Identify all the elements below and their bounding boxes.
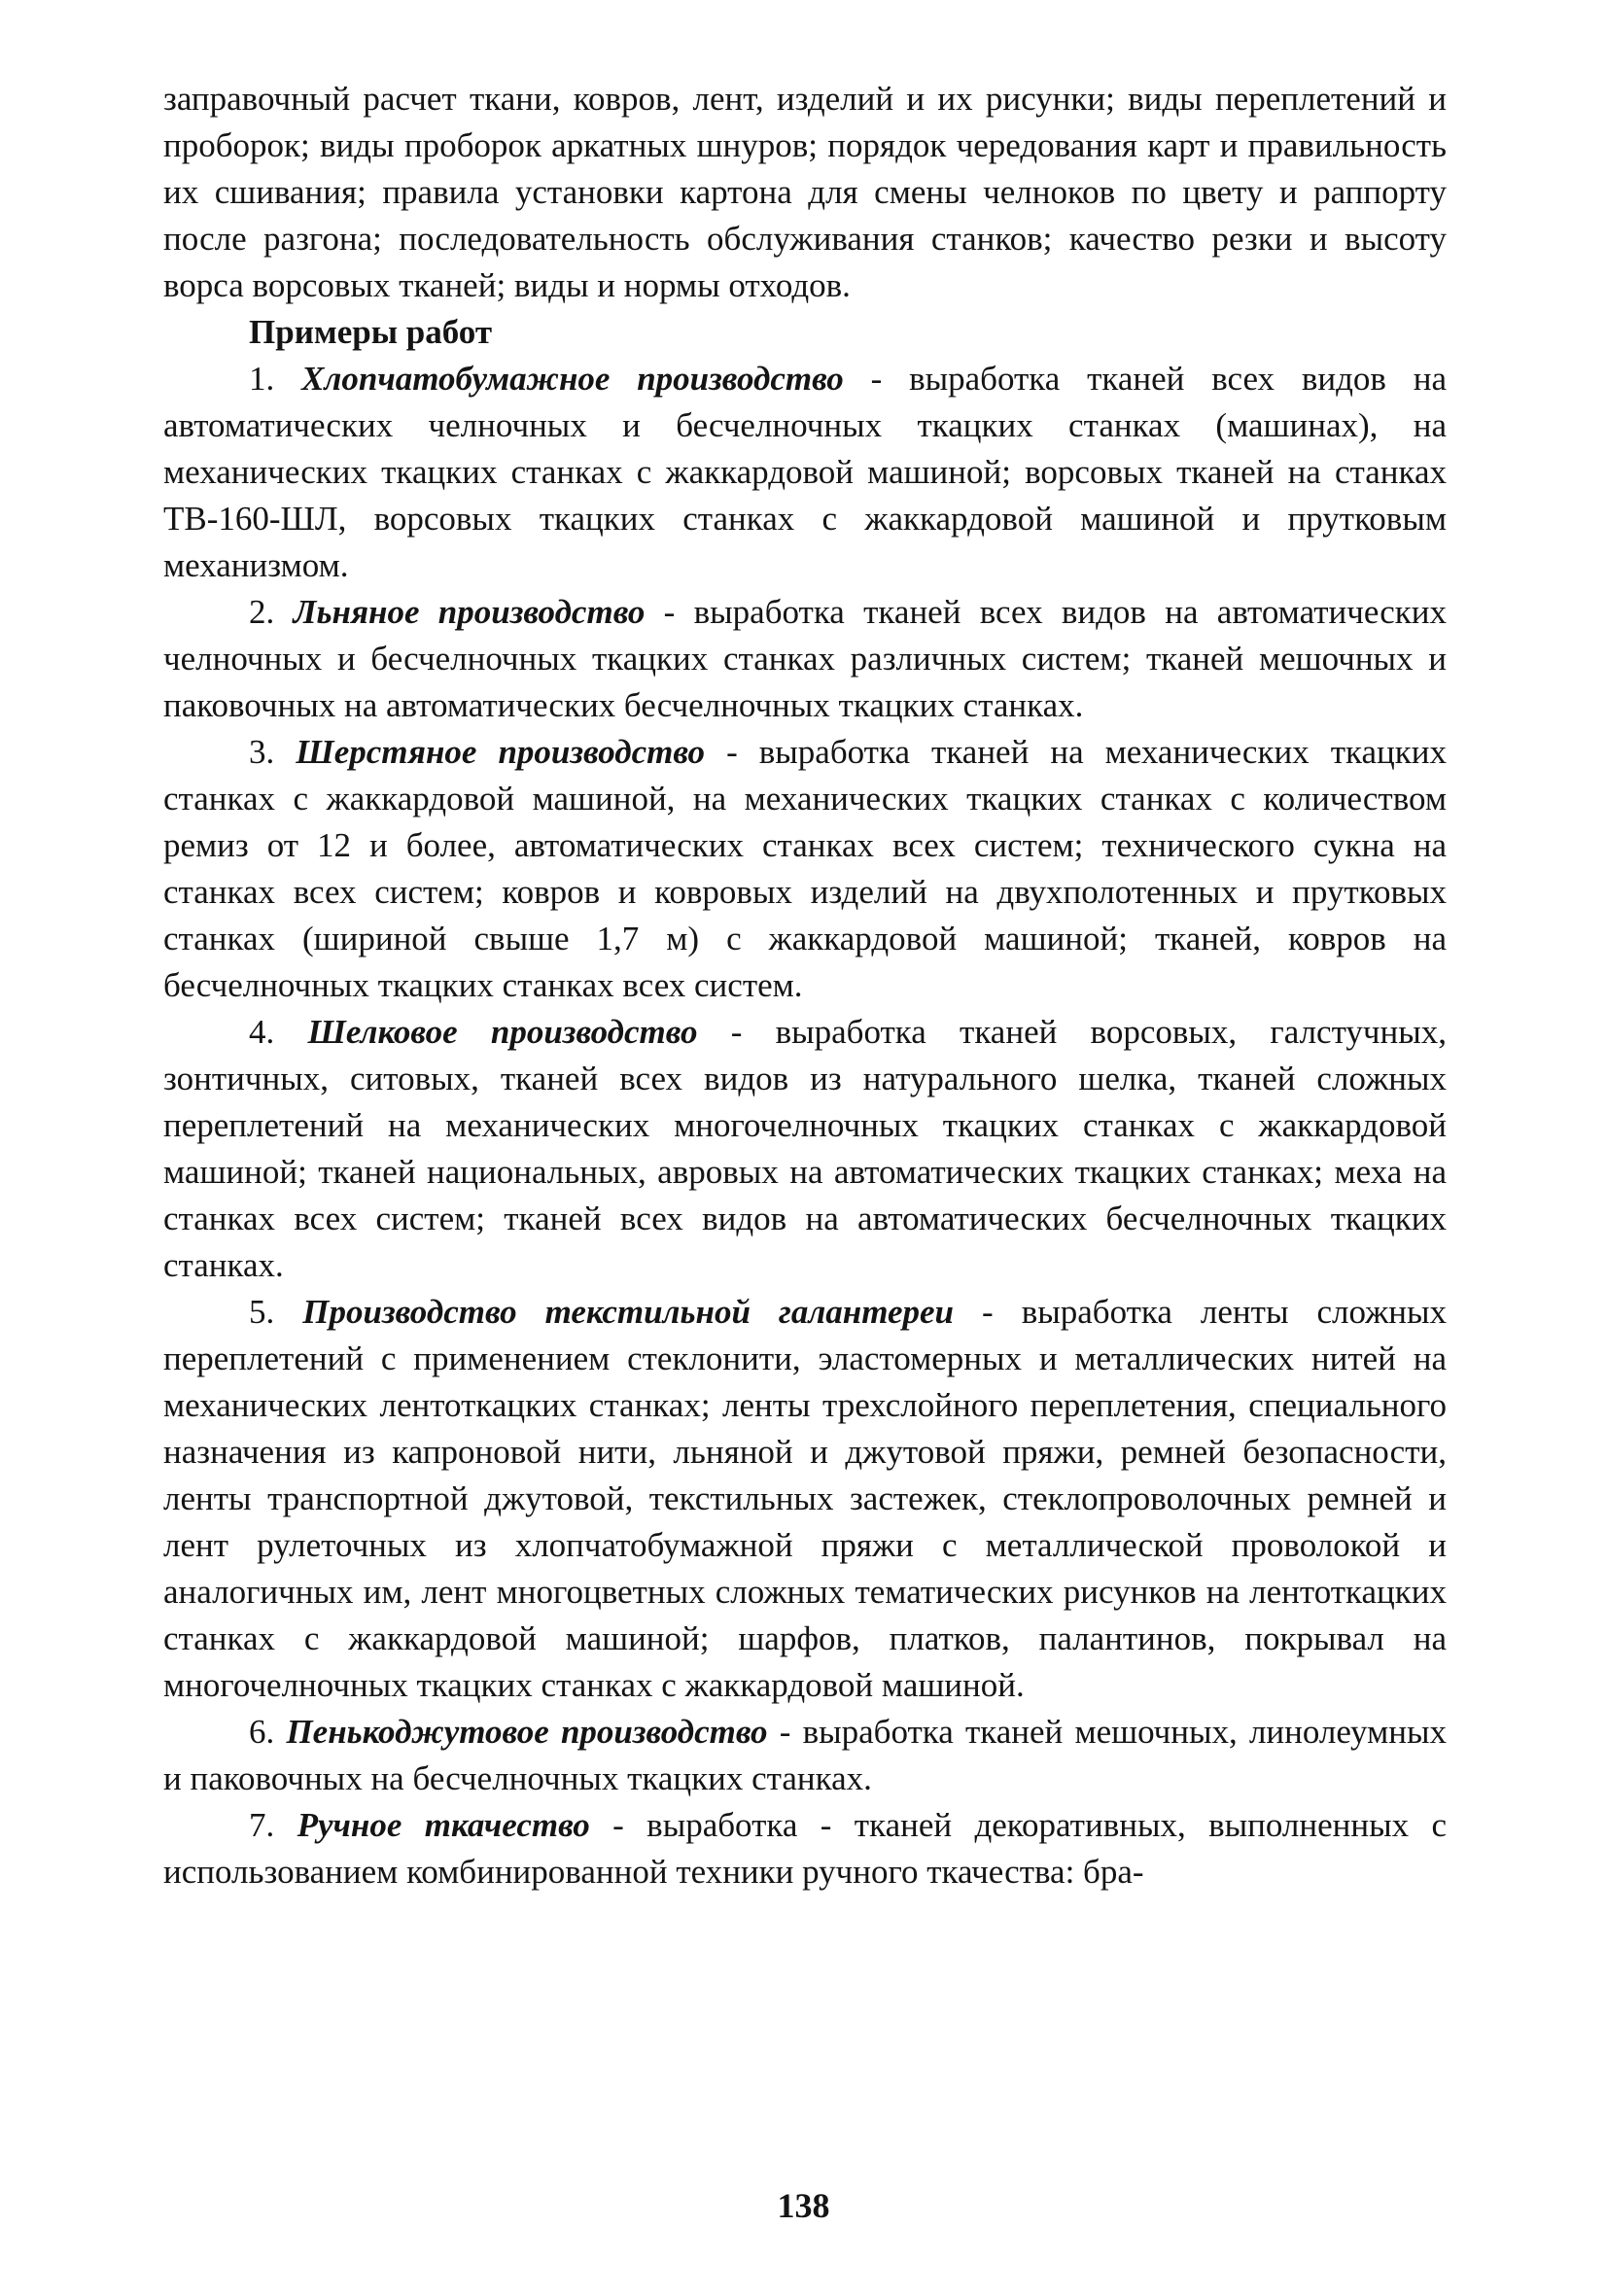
item-title: Пенькоджутовое производство <box>286 1713 768 1751</box>
work-item <box>163 1709 1447 1802</box>
item-title: Шелковое производство <box>307 1013 698 1051</box>
item-title: Льняное производство <box>293 593 646 631</box>
work-item <box>163 1289 1447 1709</box>
item-number: 7. <box>249 1806 275 1844</box>
item-number: 4. <box>249 1013 275 1051</box>
item-text: - выработка ленты сложных переплетений с применением стеклонити, эластомерных и металлических нитей на механических лентоткацких станках; ленты трехслойного переплетения, специального назначения из капроновой нити, льняной и джутовой пряжи, ремней безопасности, ленты транспортной джутовой, текстильных застежек, стеклопроволочных ремней и лент рулеточных из хлопчатобумажной пряжи с металлической проволокой и аналогичных им, лент многоцветных сложных тематических рисунков на лентоткацких станках с жаккардовой машиной; шарфов, платков, палантинов, покрывал на многочелночных ткацких станках с жаккардовой машиной. <box>163 1293 1448 1704</box>
item-text: - выработка - тканей декоративных, выполненных с использованием комбинированной техники ручного ткачества: бра- <box>163 1806 1448 1891</box>
item-text: - выработка тканей всех видов на автоматических челночных и бесчелночных ткацких станках различных систем; тканей мешочных и паковочных на автоматических бесчелночных ткацких станках. <box>163 593 1448 724</box>
text-block <box>163 76 1447 1896</box>
item-number: 3. <box>249 733 275 771</box>
item-title: Хлопчатобумажное производство <box>301 360 844 398</box>
section-heading: Примеры работ <box>249 313 493 351</box>
item-text: - выработка тканей всех видов на автоматических челночных и бесчелночных ткацких станках (машинах), на механических ткацких станках с жаккардовой машиной; ворсовых тканей на станках ТВ-160-ШЛ, ворсовых ткацких станках с жаккардовой машиной и прутковым механизмом. <box>163 360 1448 584</box>
item-title: Шерстяное производство <box>296 733 706 771</box>
work-item <box>163 1009 1447 1289</box>
work-item <box>163 729 1447 1009</box>
work-item <box>163 1802 1447 1896</box>
page-number: 138 <box>777 2186 830 2225</box>
work-item <box>163 356 1447 589</box>
item-title: Производство текстильной галантереи <box>302 1293 955 1331</box>
item-title: Ручное ткачество <box>297 1806 590 1844</box>
item-number: 2. <box>249 593 275 631</box>
item-text: - выработка тканей ворсовых, галстучных, зонтичных, ситовых, тканей всех видов из натурального шелка, тканей сложных переплетений на механических многочелночных ткацких станках с жаккардовой машиной; тканей национальных, авровых на автоматических ткацких станках; меха на станках всех систем; тканей всех видов на автоматических бесчелночных ткацких станках. <box>163 1013 1448 1284</box>
work-item <box>163 589 1447 729</box>
item-text: - выработка тканей мешочных, линолеумных и паковочных на бесчелночных ткацких станках. <box>163 1713 1447 1797</box>
item-number: 1. <box>249 360 275 398</box>
item-number: 6. <box>249 1713 275 1751</box>
item-number: 5. <box>249 1293 275 1331</box>
item-text: - выработка тканей на механических ткацких станках с жаккардовой машиной, на механических ткацких станках с количеством ремиз от 12 и более, автоматических станках всех систем; технического сукна на станках всех систем; ковров и ковровых изделий на двухполотенных и прутковых станках (шириной свыше 1,7 м) с жаккардовой машиной; тканей, ковров на бесчелночных ткацких станках всех систем. <box>163 733 1447 1004</box>
paragraph: заправочный расчет ткани, ковров, лент, изделий и их рисунки; виды переплетений и проборок; виды проборок аркатных шнуров; порядок чередования карт и правильность их сшивания; правила установки картона для смены челноков по цвету и раппорту после разгона; последовательность обслуживания станков; качество резки и высоту ворса ворсовых тканей; виды и нормы отходов. <box>163 80 1447 304</box>
